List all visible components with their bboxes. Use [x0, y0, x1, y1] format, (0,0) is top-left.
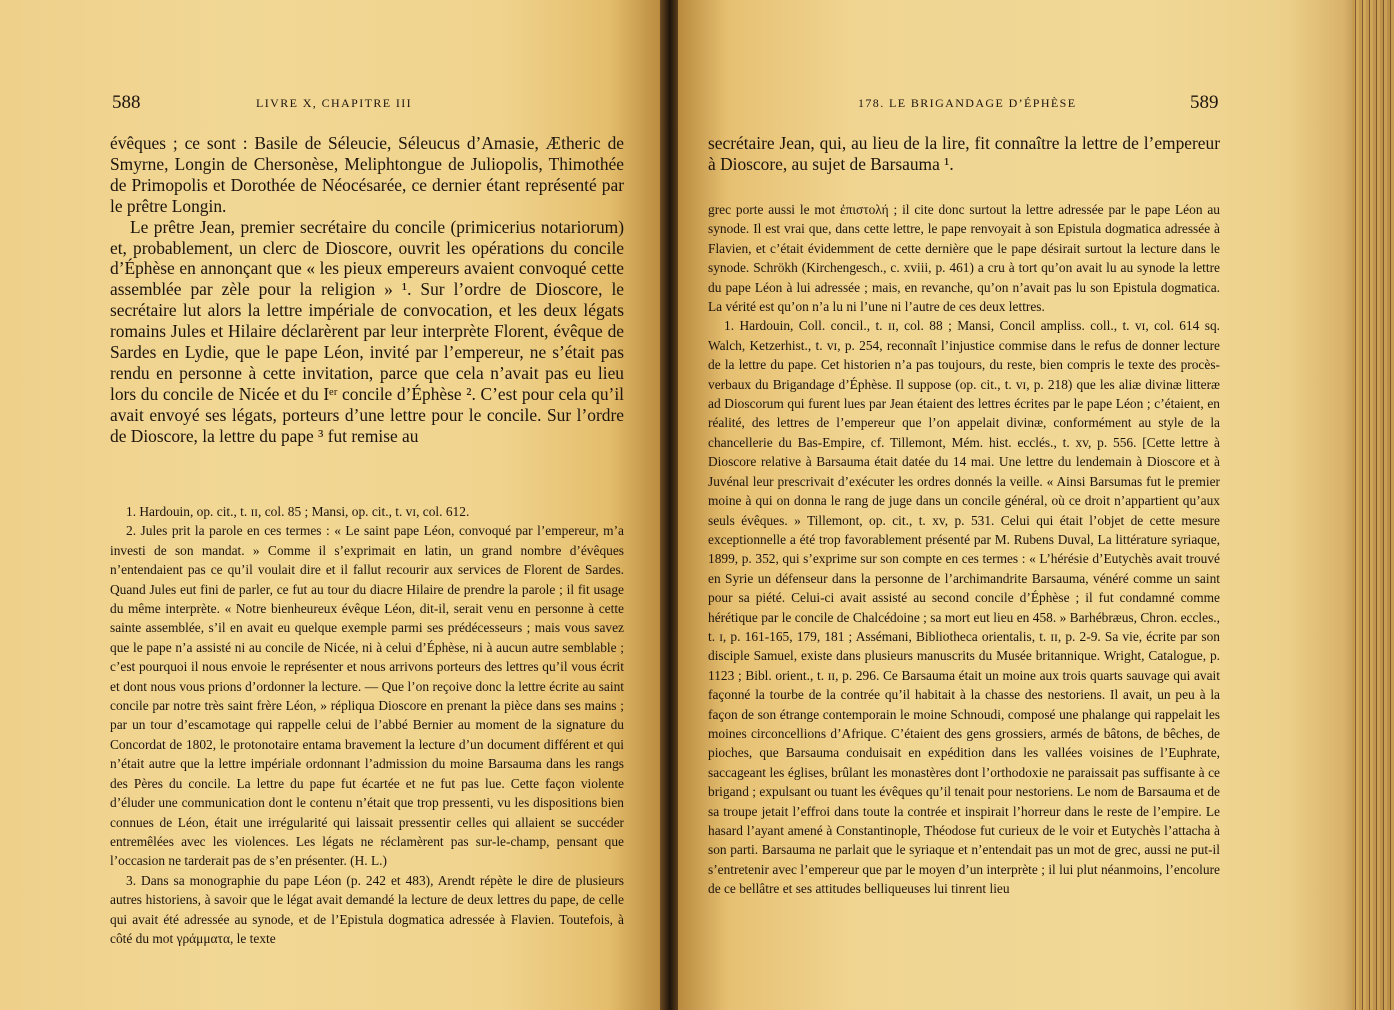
left-page-number: 588 — [112, 92, 141, 113]
right-main-paragraph: secrétaire Jean, qui, au lieu de la lire, fit connaître la lettre de l’empereur à Dioscore, au sujet de Barsauma ¹. — [708, 133, 1220, 174]
left-footnotes — [110, 502, 624, 948]
left-main-paragraph: évêques ; ce sont : Basile de Séleucie, Séleucus d’Amasie, Ætheric de Smyrne, Longin de Chersonèse, Meliphtongue de Juliopolis, Thimothée de Primopolis et Dorothée de Néocésarée, ce dernier étant représenté par le prêtre Longin. — [110, 133, 624, 216]
left-main-paragraph: Le prêtre Jean, premier secrétaire du concile (primicerius notariorum) et, probablement, un clerc de Dioscore, ouvrit les opérations du concile d’Éphèse en annonçant que « les pieux empereurs avaient convoqué cette assemblée par zèle pour la religion » ¹. Sur l’ordre de Dioscore, le secrétaire lut alors la lettre impériale de convocation, et les deux légats romains Jules et Hilaire déclarèrent par leur interprète Florent, évêque de Sardes en Lydie, que le pape Léon, invité par l’empereur, ne s’était pas rendu en personne à cette invitation, parce que cela n’avait pas eu lieu lors du concile de Nicée et du Iᵉʳ concile d’Éphèse ². C’est pour cela qu’il avait envoyé ses légats, porteurs d’une lettre pour le concile. Sur l’ordre de Dioscore, la lettre du pape ³ fut remise au — [110, 216, 624, 446]
left-page — [0, 0, 662, 1010]
footnote: 1. Hardouin, op. cit., t. ɪɪ, col. 85 ; Mansi, op. cit., t. ᴠɪ, col. 612. — [126, 504, 470, 519]
footnote: 2. Jules prit la parole en ces termes : « Le saint pape Léon, convoqué par l’empereur, m’a investi de son mandat. » Comme il s’exprimait en latin, un grand nombre d’évêques n’entendaient pas ce qu’il voulait dire et il fallut recourir aux services de Florent de Sardes. Quand Jules eut fini de parler, ce fut au tour du diacre Hilaire de prendre la parole ; il fit usage du même interprète. « Notre bienheureux évêque Léon, dit-il, serait venu en personne à cette sainte assemblée, s’il en avait eu quelque exemple parmi ses prédécesseurs ; mais vous savez que le pape n’a assisté ni au concile de Nicée, ni à celui d’Éphèse, ni à aucun autre semblable ; c’est pourquoi il nous envoie le représenter et nous arrivons porteurs des lettres qu’il vous écrit et dont nous vous prions d’ordonner la lecture. — Que l’on reçoive donc la lettre écrite au saint concile par notre très saint frère Léon, » répliqua Dioscore en prenant la pièce dans ses mains ; par un tour d’escamotage qui rappelle celui de l’abbé Bernier au moment de la signature du Concordat de 1802, le protonotaire entama bravement la lecture d’un document différent et qui n’était autre que la lettre impériale ordonnant l’admission du moine Barsauma dans les rangs des Pères du concile. La lettre du pape fut écartée et ne fut pas lue. Cette façon violente d’éluder une communication dont le contenu n’était que trop pressenti, vu les dispositions bien connues de Léon, était une irrégularité qui laissait pressentir celles qui allaient se succéder entremêlées avec les violences. Les légats ne réclamèrent pas sur-le-champ, pensant que l’occasion ne tarderait pas de s’en présenter. (H. L.) — [110, 523, 624, 869]
book-gutter — [660, 0, 680, 1010]
left-running-head: LIVRE X, CHAPITRE III — [256, 96, 413, 110]
right-footnotes — [708, 200, 1220, 899]
footnote: 3. Dans sa monographie du pape Léon (p. 242 et 483), Arendt répète le dire de plusieurs autres historiens, à savoir que le légat avait demandé la lecture de deux lettres du pape, de celle qui avait été adressée au synode, et de l’Epistula dogmatica adressée à Flavien. Toutefois, à côté du mot γράμματα, le texte — [110, 872, 624, 946]
right-main-text — [708, 133, 1220, 175]
right-page — [678, 0, 1394, 1010]
right-page-number: 589 — [1190, 92, 1219, 113]
left-main-text — [110, 133, 624, 447]
footnote: grec porte aussi le mot ἐπιστολή ; il cite donc surtout la lettre adressée par le pape Léon au synode. Il est vrai que, dans cette lettre, le pape renvoyait à son Epistula dogmatica adressée à Flavien, et c’était évidemment de cette dernière que le pape désirait surtout la lecture dans le synode. Schrökh (Kirchengesch., c. xviii, p. 461) a cru à tort qu’on avait lu au synode la lettre du pape Léon à lui adressée ; mais, en revanche, qu’on n’avait pas lu son Epistula dogmatica. La vérité est qu’on n’a lu ni l’une ni l’autre de ces deux lettres. — [708, 202, 1220, 315]
right-running-head: 178. LE BRIGANDAGE D’ÉPHÈSE — [858, 96, 1077, 110]
page-edges — [1352, 0, 1394, 1010]
footnote: 1. Hardouin, Coll. concil., t. ɪɪ, col. 88 ; Mansi, Concil ampliss. coll., t. ᴠɪ, col. 614 sq. Walch, Ketzerhist., t. ᴠɪ, p. 254, reconnaît l’injustice commise dans le refus de donner lecture de la lettre du pape. Cet historien n’a pas toujours, du reste, bien compris le texte des procès-verbaux du Brigandage d’Éphèse. Il suppose (op. cit., t. ᴠɪ, p. 218) que les aliæ divinæ litteræ ad Dioscorum qui furent lues par Jean étaient des lettres écrites par le pape Léon ; c’étaient, en réalité, des lettres de l’empereur que l’on appelait divinæ, conformément au style de la chancellerie du Bas-Empire, cf. Tillemont, Mém. hist. ecclés., t. xv, p. 556. [Cette lettre à Dioscore relative à Barsauma était datée du 14 mai. Une lettre du lendemain à Dioscore et à Juvénal leur prescrivait d’exécuter les ordres donnés la veille. « Ainsi Barsumas fut le premier moine à qui on donna le rang de juge dans un concile général, où ce droit n’appartient qu’aux seuls évêques. » Tillemont, op. cit., t. xv, p. 531. Celui qui était l’objet de cette mesure exceptionnelle a été trop favorablement présenté par M. Rubens Duval, La littérature syriaque, 1899, p. 352, qui s’exprime sur son compte en ces termes : « L’hérésie d’Eutychès avait trouvé en Syrie un défenseur dans la personne de l’archimandrite Barsauma, vénéré comme un saint pour sa piété. Celui-ci avait assisté au second concile d’Éphèse ; il fut condamné comme hérétique par le concile de Chalcédoine ; sa mort eut lieu en 458. » Barhébræus, Chron. eccles., t. ɪ, p. 161-165, 179, 181 ; Assémani, Bibliotheca orientalis, t. ɪɪ, p. 2-9. Sa vie, écrite par son disciple Samuel, existe dans plusieurs manuscrits du Musée britannique. Wright, Catalogue, p. 1123 ; Bibl. orient., t. ɪɪ, p. 296. Ce Barsauma était un moine aux trois quarts sauvage qui avait façonné la tourbe de la contrée qu’il habitait à la chasse des nestoriens. Il avait, un peu à la façon de son étrange contemporain le moine Schnoudi, composé une phalange qui rappelait les moines circoncellions d’Afrique. C’étaient des gens grossiers, armés de bâtons, de bêches, de pioches, que Barsauma conduisait en expédition dans les vallées voisines de l’Euphrate, saccageant les églises, brûlant les monastères dont l’orthodoxie ne paraissait pas suffisante à ce brigand ; expulsant ou tuant les évêques qu’il tenait pour nestoriens. Le nom de Barsauma et de sa troupe jetait l’effroi dans toute la contrée et inspirait l’horreur dans le reste de l’empire. Le hasard l’ayant amené à Constantinople, Théodose fut curieux de le voir et Eutychès l’attacha à son parti. Barsauma ne parlait que le syriaque et n’entendait pas un mot de grec, aussi ne put-il s’entretenir avec l’empereur que par le moyen d’un interprète ; il lui plut néanmoins, l’encolure de ce bellâtre et ses attitudes belliqueuses lui tinrent lieu — [708, 318, 1220, 897]
